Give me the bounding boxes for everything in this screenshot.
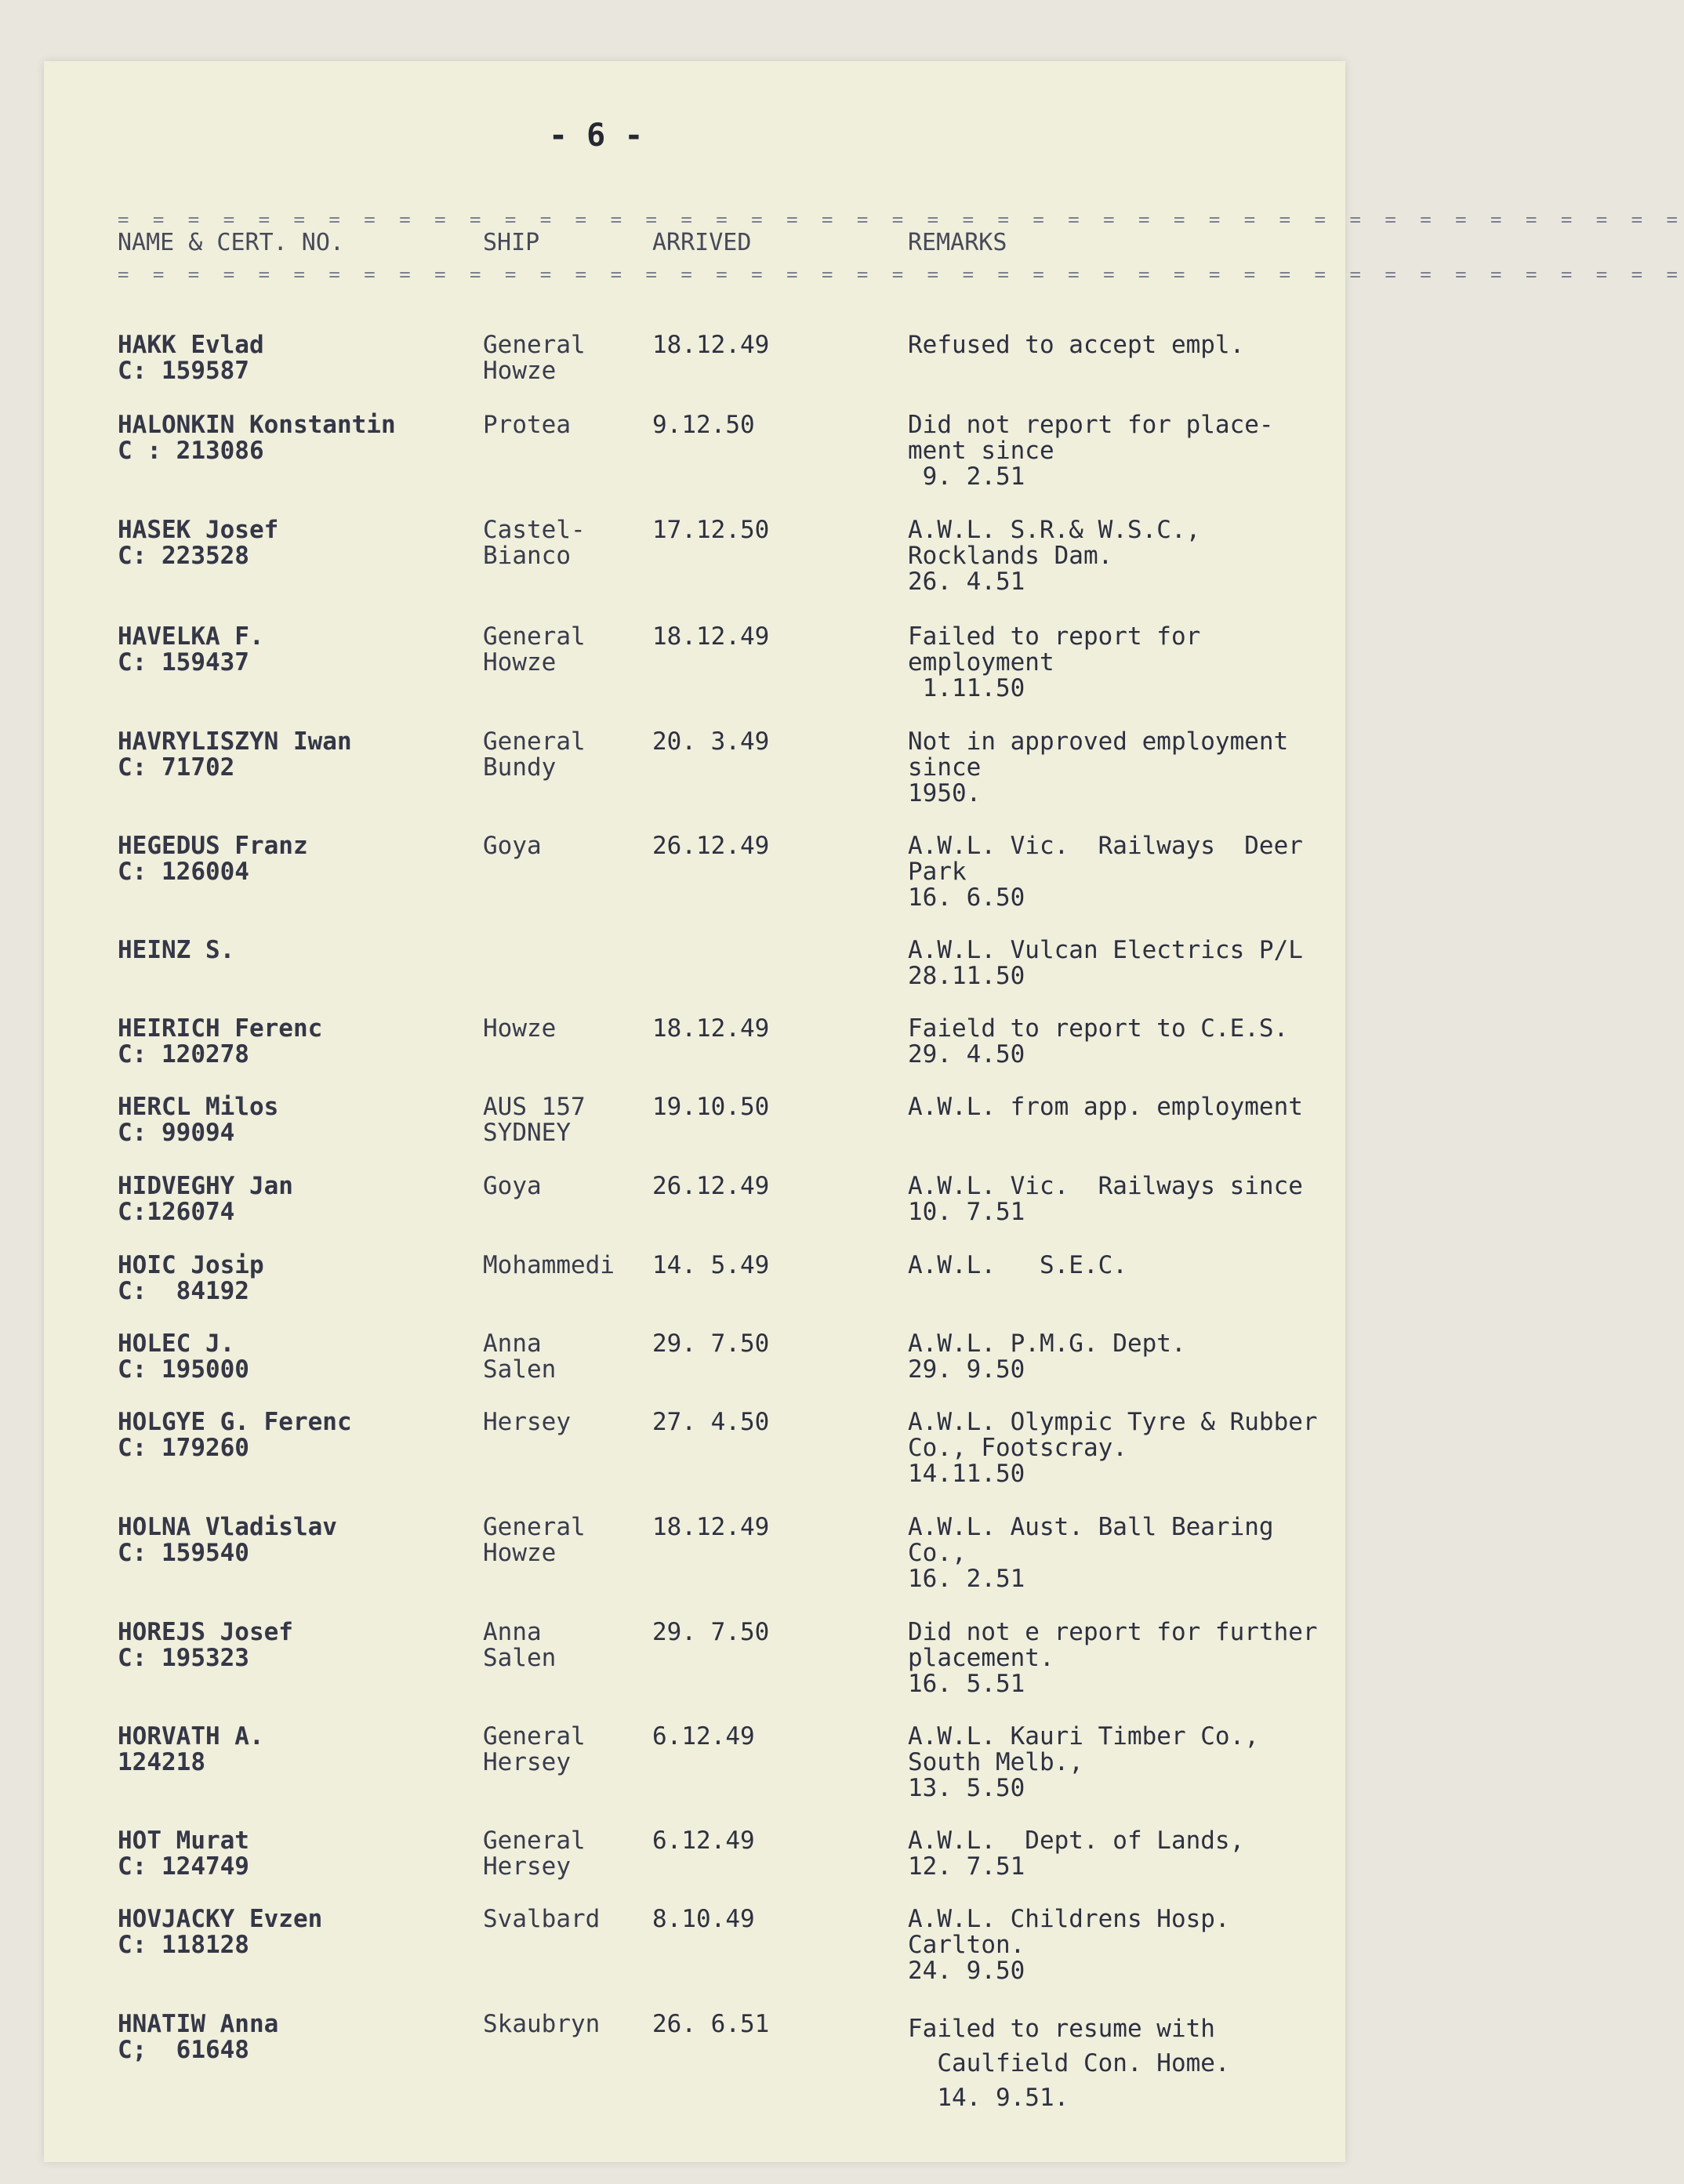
row-arrived: 29. 7.50 xyxy=(652,1618,770,1646)
row-remarks: Failed to report for employment 1.11.50 xyxy=(908,622,1201,702)
header-rule-top: = = = = = = = = = = = = = = = = = = = = = = = = = = = = = = = = = = = = = = = = = = = = = xyxy=(118,209,1684,230)
row-arrived: 18.12.49 xyxy=(652,1513,770,1541)
row-ship: General Howze xyxy=(483,1513,586,1567)
row-ship: General Howze xyxy=(483,331,586,385)
row-remarks: A.W.L. Kauri Timber Co., South Melb., 13. 5.50 xyxy=(908,1722,1259,1802)
page-number: - 6 - xyxy=(549,118,644,154)
row-ship: General Hersey xyxy=(483,1722,586,1776)
row-arrived: 8.10.49 xyxy=(652,1905,755,1933)
row-name: HASEK Josef C: 223528 xyxy=(118,516,279,570)
row-remarks: Not in approved employment since 1950. xyxy=(908,727,1289,807)
row-arrived: 19.10.50 xyxy=(652,1093,770,1121)
row-name: HOLGYE G. Ferenc C: 179260 xyxy=(118,1408,352,1462)
row-arrived: 26.12.49 xyxy=(652,832,770,860)
row-remarks: A.W.L. S.E.C. xyxy=(908,1251,1127,1279)
row-remarks: Refused to accept empl. xyxy=(908,331,1245,359)
row-remarks: A.W.L. Dept. of Lands, 12. 7.51 xyxy=(908,1827,1245,1881)
row-remarks: Failed to resume with Caulfield Con. Home. 14. 9.51. xyxy=(908,2015,1230,2112)
row-arrived: 18.12.49 xyxy=(652,1014,770,1043)
row-ship: AUS 157 SYDNEY xyxy=(483,1093,586,1147)
row-name: HAVRYLISZYN Iwan C: 71702 xyxy=(118,727,352,782)
row-arrived: 14. 5.49 xyxy=(652,1251,770,1279)
row-name: HAVELKA F. C: 159437 xyxy=(118,622,264,677)
row-ship: Anna Salen xyxy=(483,1618,557,1672)
row-name: HOVJACKY Evzen C: 118128 xyxy=(118,1905,323,1959)
row-name: HIDVEGHY Jan C:126074 xyxy=(118,1172,293,1226)
row-name: HEINZ S. xyxy=(118,936,235,964)
row-arrived: 26. 6.51 xyxy=(652,2010,770,2038)
row-ship: Skaubryn xyxy=(483,2010,601,2038)
row-remarks: A.W.L. Olympic Tyre & Rubber Co., Footscray. 14.11.50 xyxy=(908,1408,1318,1488)
row-arrived: 29. 7.50 xyxy=(652,1330,770,1358)
row-ship: Hersey xyxy=(483,1408,571,1436)
row-name: HOLNA Vladislav C: 159540 xyxy=(118,1513,337,1567)
row-remarks: Did not e report for further placement. 16. 5.51 xyxy=(908,1618,1318,1698)
row-arrived: 17.12.50 xyxy=(652,516,770,544)
row-remarks: A.W.L. Childrens Hosp. Carlton. 24. 9.50 xyxy=(908,1905,1230,1985)
row-ship: General Hersey xyxy=(483,1827,586,1881)
row-name: HEGEDUS Franz C: 126004 xyxy=(118,832,308,886)
row-arrived: 18.12.49 xyxy=(652,331,770,359)
row-remarks: A.W.L. Vic. Railways since 10. 7.51 xyxy=(908,1172,1303,1226)
row-arrived: 9.12.50 xyxy=(652,411,755,439)
row-remarks: A.W.L. Aust. Ball Bearing Co., 16. 2.51 xyxy=(908,1513,1274,1593)
row-ship: General Bundy xyxy=(483,727,586,782)
row-remarks: Did not report for place- ment since 9. 2.51 xyxy=(908,411,1274,491)
row-name: HNATIW Anna C; 61648 xyxy=(118,2010,279,2064)
row-name: HOREJS Josef C: 195323 xyxy=(118,1618,293,1672)
row-name: HALONKIN Konstantin C : 213086 xyxy=(118,411,396,465)
header-arrived: ARRIVED xyxy=(652,229,752,256)
row-arrived: 6.12.49 xyxy=(652,1722,755,1750)
row-arrived: 20. 3.49 xyxy=(652,727,770,756)
row-arrived: 26.12.49 xyxy=(652,1172,770,1200)
row-remarks: A.W.L. S.R.& W.S.C., Rocklands Dam. 26. 4.51 xyxy=(908,516,1201,596)
row-remarks: A.W.L. from app. employment xyxy=(908,1093,1303,1121)
row-name: HOT Murat C: 124749 xyxy=(118,1827,249,1881)
row-remarks: Faield to report to C.E.S. 29. 4.50 xyxy=(908,1014,1289,1068)
row-name: HOIC Josip C: 84192 xyxy=(118,1251,264,1305)
row-arrived: 6.12.49 xyxy=(652,1827,755,1855)
row-ship: Goya xyxy=(483,832,542,860)
row-remarks: A.W.L. Vulcan Electrics P/L 28.11.50 xyxy=(908,936,1303,990)
row-ship: General Howze xyxy=(483,622,586,677)
header-remarks: REMARKS xyxy=(908,229,1007,256)
row-arrived: 18.12.49 xyxy=(652,622,770,651)
row-name: HEIRICH Ferenc C: 120278 xyxy=(118,1014,323,1068)
row-name: HERCL Milos C: 99094 xyxy=(118,1093,279,1147)
row-ship: Goya xyxy=(483,1172,542,1200)
row-ship: Howze xyxy=(483,1014,557,1043)
row-name: HORVATH A. 124218 xyxy=(118,1722,264,1776)
header-ship: SHIP xyxy=(483,229,540,256)
row-remarks: A.W.L. Vic. Railways Deer Park 16. 6.50 xyxy=(908,832,1303,912)
row-ship: Protea xyxy=(483,411,571,439)
row-arrived: 27. 4.50 xyxy=(652,1408,770,1436)
row-ship: Anna Salen xyxy=(483,1330,557,1384)
row-ship: Svalbard xyxy=(483,1905,601,1933)
row-name: HAKK Evlad C: 159587 xyxy=(118,331,264,385)
header-rule-bottom: = = = = = = = = = = = = = = = = = = = = = = = = = = = = = = = = = = = = = = = = = = = = = xyxy=(118,263,1684,285)
row-remarks: A.W.L. P.M.G. Dept. 29. 9.50 xyxy=(908,1330,1186,1384)
row-ship: Mohammedi xyxy=(483,1251,615,1279)
row-ship: Castel- Bianco xyxy=(483,516,586,570)
header-name: NAME & CERT. NO. xyxy=(118,229,344,256)
row-name: HOLEC J. C: 195000 xyxy=(118,1330,249,1384)
